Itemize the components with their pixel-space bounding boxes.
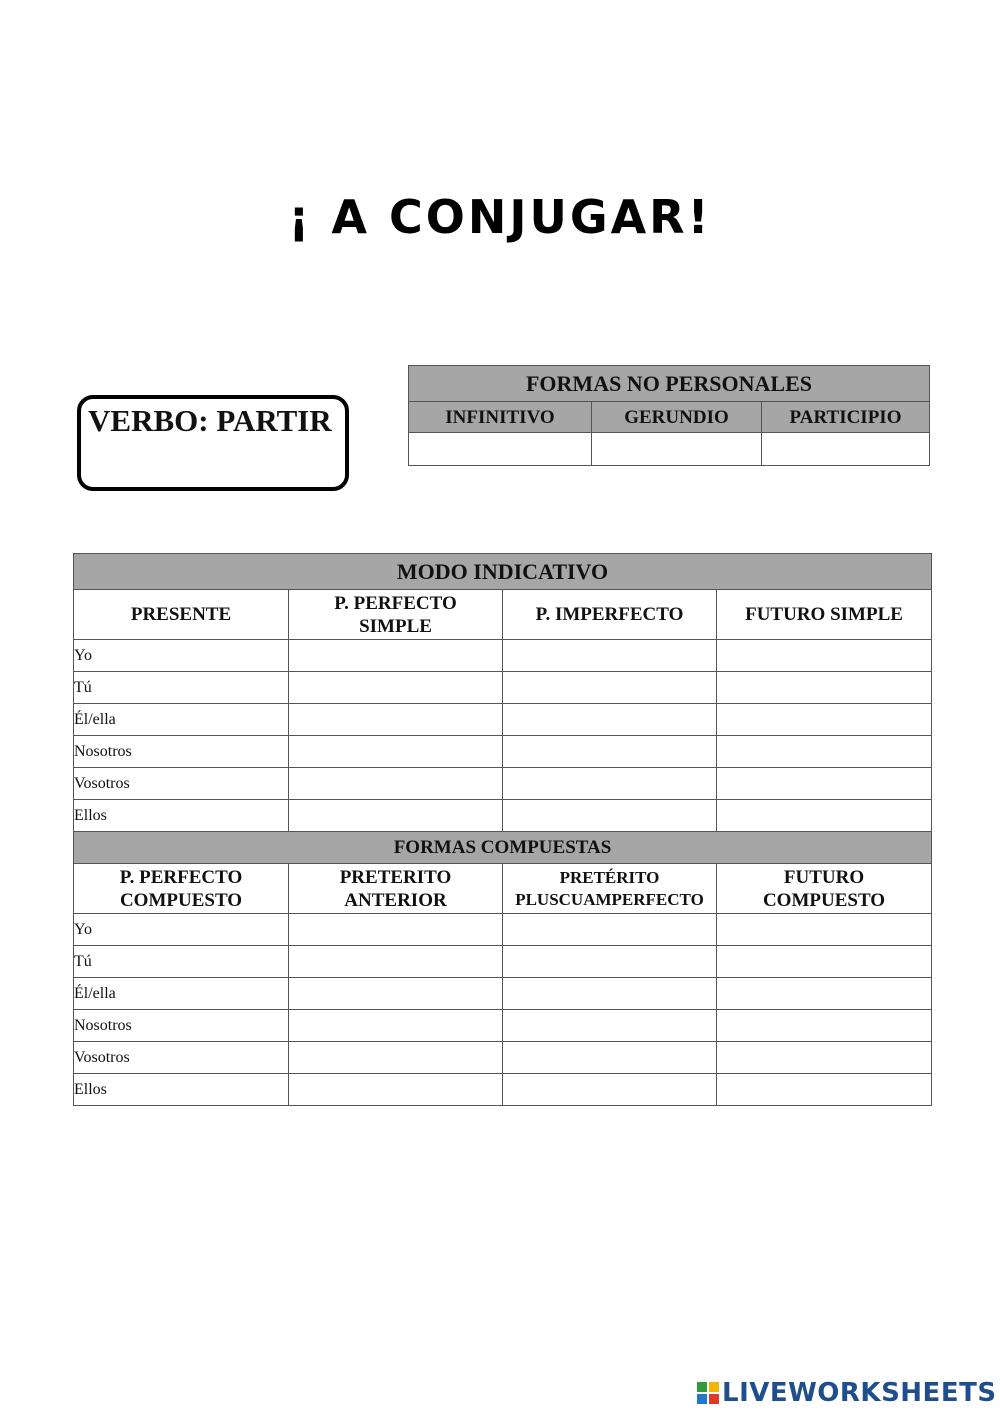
answer-cell[interactable] xyxy=(289,1010,503,1042)
futuro-simple-header xyxy=(717,590,932,640)
pronoun-cell: Yo xyxy=(74,640,289,672)
table-row xyxy=(74,914,932,946)
answer-cell[interactable] xyxy=(289,978,503,1010)
gerundio-answer-cell[interactable] xyxy=(592,433,762,466)
table-row xyxy=(74,946,932,978)
presente-header-line-1: PRESENTE xyxy=(130,604,232,625)
logo-text: LIVEWORKSHEETS xyxy=(722,1378,997,1408)
answer-cell[interactable] xyxy=(717,800,932,832)
perfecto-simple-header-line-2: SIMPLE xyxy=(359,615,432,637)
answer-cell[interactable] xyxy=(289,1042,503,1074)
answer-cell[interactable] xyxy=(503,1010,717,1042)
answer-cell[interactable] xyxy=(503,704,717,736)
pronoun-cell: Él/ella xyxy=(74,978,289,1010)
perfecto-compuesto-header-line-2: COMPUESTO xyxy=(119,889,243,911)
pronoun-cell: Vosotros xyxy=(74,1042,289,1074)
answer-cell[interactable] xyxy=(503,736,717,768)
answer-cell[interactable] xyxy=(289,640,503,672)
pronoun-cell: Ellos xyxy=(74,800,289,832)
answer-cell[interactable] xyxy=(503,978,717,1010)
answer-cell[interactable] xyxy=(717,704,932,736)
preterito-anterior-header xyxy=(289,864,503,914)
answer-cell[interactable] xyxy=(289,946,503,978)
perfecto-simple-header-line-1: P. PERFECTO xyxy=(334,592,457,614)
table-row xyxy=(74,672,932,704)
table-row xyxy=(74,704,932,736)
pluscuamperfecto-header xyxy=(503,864,717,914)
pronoun-cell: Nosotros xyxy=(74,1010,289,1042)
table-row xyxy=(74,1042,932,1074)
table-row xyxy=(74,736,932,768)
answer-cell[interactable] xyxy=(717,946,932,978)
compound-forms-title: FORMAS COMPUESTAS xyxy=(74,832,932,864)
answer-cell[interactable] xyxy=(717,1010,932,1042)
answer-cell[interactable] xyxy=(289,914,503,946)
logo-square-4 xyxy=(709,1394,719,1404)
imperfecto-header-line-1: P. IMPERFECTO xyxy=(535,604,684,625)
indicative-mood-title: MODO INDICATIVO xyxy=(74,554,932,590)
answer-cell[interactable] xyxy=(717,640,932,672)
futuro-compuesto-header-line-1: FUTURO xyxy=(783,866,865,888)
liveworksheets-logo xyxy=(697,1378,997,1408)
logo-square-3 xyxy=(697,1394,707,1404)
answer-cell[interactable] xyxy=(503,946,717,978)
non-personal-forms-table xyxy=(408,365,930,466)
answer-cell[interactable] xyxy=(503,914,717,946)
answer-cell[interactable] xyxy=(717,1074,932,1106)
indicative-mood-table xyxy=(73,553,932,1106)
futuro-compuesto-header-line-2: COMPUESTO xyxy=(762,889,886,911)
pronoun-cell: Vosotros xyxy=(74,768,289,800)
answer-cell[interactable] xyxy=(289,768,503,800)
perfecto-compuesto-header xyxy=(74,864,289,914)
perfecto-simple-header xyxy=(289,590,503,640)
answer-cell[interactable] xyxy=(717,914,932,946)
compound-tenses-rows xyxy=(74,914,932,1106)
preterito-anterior-header-line-1: PRETERITO xyxy=(339,866,452,888)
preterito-anterior-header-line-2: ANTERIOR xyxy=(344,889,447,911)
perfecto-compuesto-header-line-1: P. PERFECTO xyxy=(119,866,243,888)
futuro-simple-header-line-1: FUTURO SIMPLE xyxy=(745,604,903,625)
table-row xyxy=(74,1010,932,1042)
pronoun-cell: Nosotros xyxy=(74,736,289,768)
logo-mark-icon xyxy=(697,1382,719,1404)
answer-cell[interactable] xyxy=(717,768,932,800)
answer-cell[interactable] xyxy=(503,640,717,672)
answer-cell[interactable] xyxy=(503,1042,717,1074)
gerundio-header: GERUNDIO xyxy=(592,402,762,433)
answer-cell[interactable] xyxy=(717,736,932,768)
infinitivo-answer-cell[interactable] xyxy=(409,433,592,466)
logo-square-2 xyxy=(709,1382,719,1392)
imperfecto-header xyxy=(503,590,717,640)
participio-answer-cell[interactable] xyxy=(762,433,930,466)
verb-box xyxy=(77,395,349,491)
answer-cell[interactable] xyxy=(289,736,503,768)
answer-cell[interactable] xyxy=(289,704,503,736)
answer-cell[interactable] xyxy=(503,672,717,704)
pronoun-cell: Él/ella xyxy=(74,704,289,736)
verb-label: VERBO: PARTIR xyxy=(88,403,332,438)
answer-cell[interactable] xyxy=(503,800,717,832)
answer-cell[interactable] xyxy=(717,978,932,1010)
pronoun-cell: Tú xyxy=(74,946,289,978)
answer-cell[interactable] xyxy=(717,1042,932,1074)
infinitivo-header: INFINITIVO xyxy=(409,402,592,433)
participio-header: PARTICIPIO xyxy=(762,402,930,433)
answer-cell[interactable] xyxy=(289,1074,503,1106)
answer-cell[interactable] xyxy=(289,800,503,832)
non-personal-forms-title: FORMAS NO PERSONALES xyxy=(409,366,930,402)
answer-cell[interactable] xyxy=(503,768,717,800)
logo-square-1 xyxy=(697,1382,707,1392)
table-row xyxy=(74,978,932,1010)
table-row xyxy=(74,1074,932,1106)
answer-cell[interactable] xyxy=(289,672,503,704)
page-title: ¡ A CONJUGAR! xyxy=(288,190,712,244)
pronoun-cell: Yo xyxy=(74,914,289,946)
pronoun-cell: Ellos xyxy=(74,1074,289,1106)
simple-tenses-rows xyxy=(74,640,932,832)
pronoun-cell: Tú xyxy=(74,672,289,704)
pluscuamperfecto-header-line-2: PLUSCUAMPERFECTO xyxy=(515,889,704,909)
presente-header xyxy=(74,590,289,640)
futuro-compuesto-header xyxy=(717,864,932,914)
answer-cell[interactable] xyxy=(717,672,932,704)
table-row xyxy=(74,640,932,672)
table-row xyxy=(74,768,932,800)
answer-cell[interactable] xyxy=(503,1074,717,1106)
table-row xyxy=(74,800,932,832)
pluscuamperfecto-header-line-1: PRETÉRITO xyxy=(559,867,660,887)
